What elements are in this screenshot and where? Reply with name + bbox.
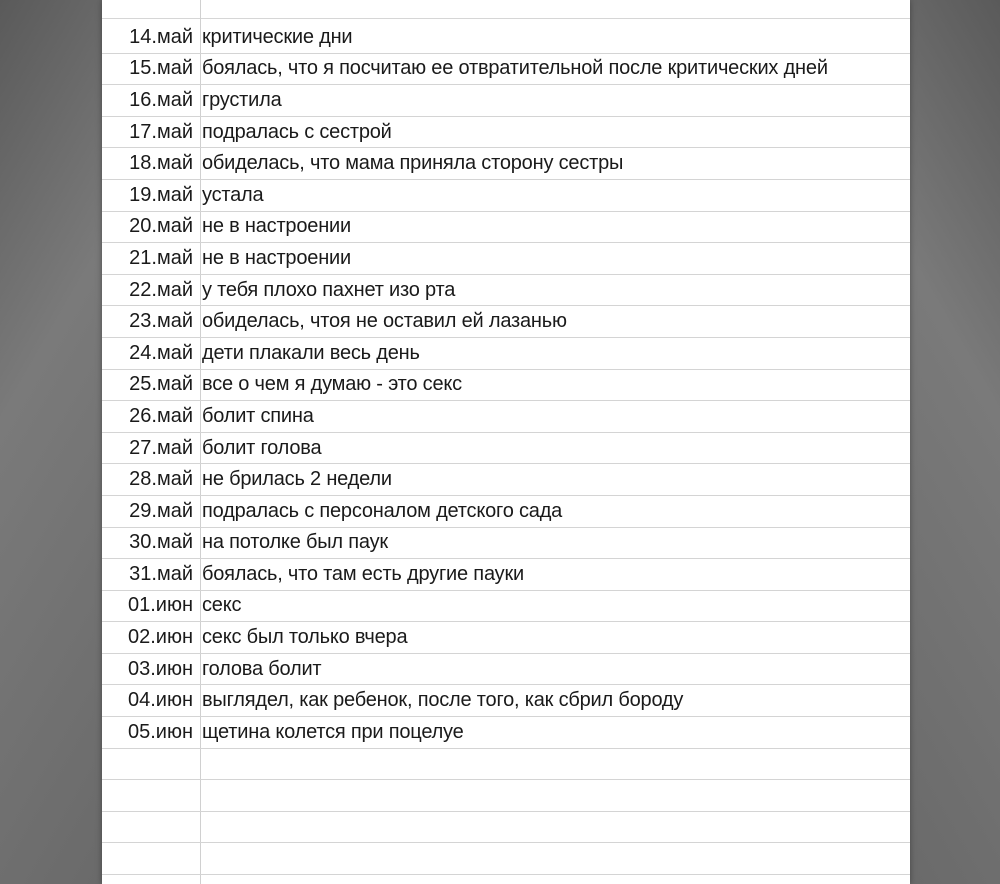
- table-row: [102, 401, 910, 433]
- table-row: [102, 85, 910, 117]
- note-cell[interactable]: не в настроении: [202, 246, 351, 269]
- table-row: [102, 591, 910, 623]
- date-cell[interactable]: 15.май: [129, 57, 193, 80]
- spreadsheet-sheet: [102, 0, 910, 884]
- note-cell[interactable]: болит голова: [202, 436, 322, 459]
- table-row: [102, 654, 910, 686]
- table-row: [102, 212, 910, 244]
- note-cell[interactable]: боялась, что я посчитаю ее отвратительной после критических дней: [202, 57, 828, 80]
- note-cell[interactable]: подралась с сестрой: [202, 120, 392, 143]
- date-cell[interactable]: 04.июн: [127, 689, 193, 712]
- note-cell[interactable]: голова болит: [202, 657, 322, 680]
- date-cell[interactable]: 26.май: [129, 404, 193, 427]
- table-row: [102, 22, 910, 54]
- note-cell[interactable]: на потолке был паук: [202, 531, 388, 554]
- table-row: [102, 54, 910, 86]
- note-cell[interactable]: дети плакали весь день: [202, 341, 420, 364]
- note-cell[interactable]: щетина колется при поцелуе: [202, 720, 464, 743]
- date-cell[interactable]: 18.май: [129, 152, 193, 175]
- spreadsheet-rows: [102, 22, 910, 875]
- table-row: [102, 749, 910, 781]
- table-row: [102, 559, 910, 591]
- date-cell[interactable]: 27.май: [129, 436, 193, 459]
- table-row: [102, 180, 910, 212]
- date-cell[interactable]: 03.июн: [127, 657, 193, 680]
- note-cell[interactable]: все о чем я думаю - это секс: [202, 373, 462, 396]
- table-row: [102, 338, 910, 370]
- spreadsheet-header-strip: [102, 0, 910, 19]
- table-row: [102, 622, 910, 654]
- note-cell[interactable]: не брилась 2 недели: [202, 468, 392, 491]
- note-cell[interactable]: у тебя плохо пахнет изо рта: [202, 278, 456, 301]
- note-cell[interactable]: не в настроении: [202, 215, 351, 238]
- note-cell[interactable]: боялась, что там есть другие пауки: [202, 562, 524, 585]
- date-cell[interactable]: 19.май: [129, 183, 193, 206]
- date-cell[interactable]: 23.май: [129, 310, 193, 333]
- date-cell[interactable]: 02.июн: [127, 626, 193, 649]
- note-cell[interactable]: выглядел, как ребенок, после того, как сбрил бороду: [202, 689, 684, 712]
- note-cell[interactable]: обиделась, чтоя не оставил ей лазанью: [202, 310, 567, 333]
- date-cell[interactable]: 29.май: [129, 499, 193, 522]
- table-row: [102, 812, 910, 844]
- date-cell[interactable]: 24.май: [129, 341, 193, 364]
- note-cell[interactable]: грустила: [202, 88, 282, 111]
- note-cell[interactable]: секс был только вчера: [202, 626, 408, 649]
- note-cell[interactable]: устала: [202, 183, 264, 206]
- date-cell[interactable]: 22.май: [129, 278, 193, 301]
- background-right: [910, 0, 1000, 884]
- table-row: [102, 496, 910, 528]
- table-row: [102, 117, 910, 149]
- table-row: [102, 717, 910, 749]
- note-cell[interactable]: подралась с персоналом детского сада: [202, 499, 563, 522]
- table-row: [102, 243, 910, 275]
- table-row: [102, 843, 910, 875]
- note-cell[interactable]: секс: [202, 594, 242, 617]
- table-row: [102, 780, 910, 812]
- table-row: [102, 370, 910, 402]
- date-cell[interactable]: 20.май: [129, 215, 193, 238]
- date-cell[interactable]: 16.май: [129, 88, 193, 111]
- date-cell[interactable]: 28.май: [129, 468, 193, 491]
- background-left: [0, 0, 102, 884]
- note-cell[interactable]: критические дни: [202, 25, 353, 48]
- table-row: [102, 275, 910, 307]
- date-cell[interactable]: 25.май: [129, 373, 193, 396]
- date-cell[interactable]: 01.июн: [127, 594, 193, 617]
- date-cell[interactable]: 31.май: [129, 562, 193, 585]
- date-cell[interactable]: 14.май: [129, 25, 193, 48]
- note-cell[interactable]: обиделась, что мама приняла сторону сестры: [202, 152, 624, 175]
- date-cell[interactable]: 05.июн: [127, 720, 193, 743]
- date-cell[interactable]: 21.май: [129, 246, 193, 269]
- note-cell[interactable]: болит спина: [202, 404, 314, 427]
- table-row: [102, 685, 910, 717]
- table-row: [102, 306, 910, 338]
- table-row: [102, 433, 910, 465]
- table-row: [102, 148, 910, 180]
- date-cell[interactable]: 17.май: [129, 120, 193, 143]
- table-row: [102, 464, 910, 496]
- table-row: [102, 528, 910, 560]
- date-cell[interactable]: 30.май: [129, 531, 193, 554]
